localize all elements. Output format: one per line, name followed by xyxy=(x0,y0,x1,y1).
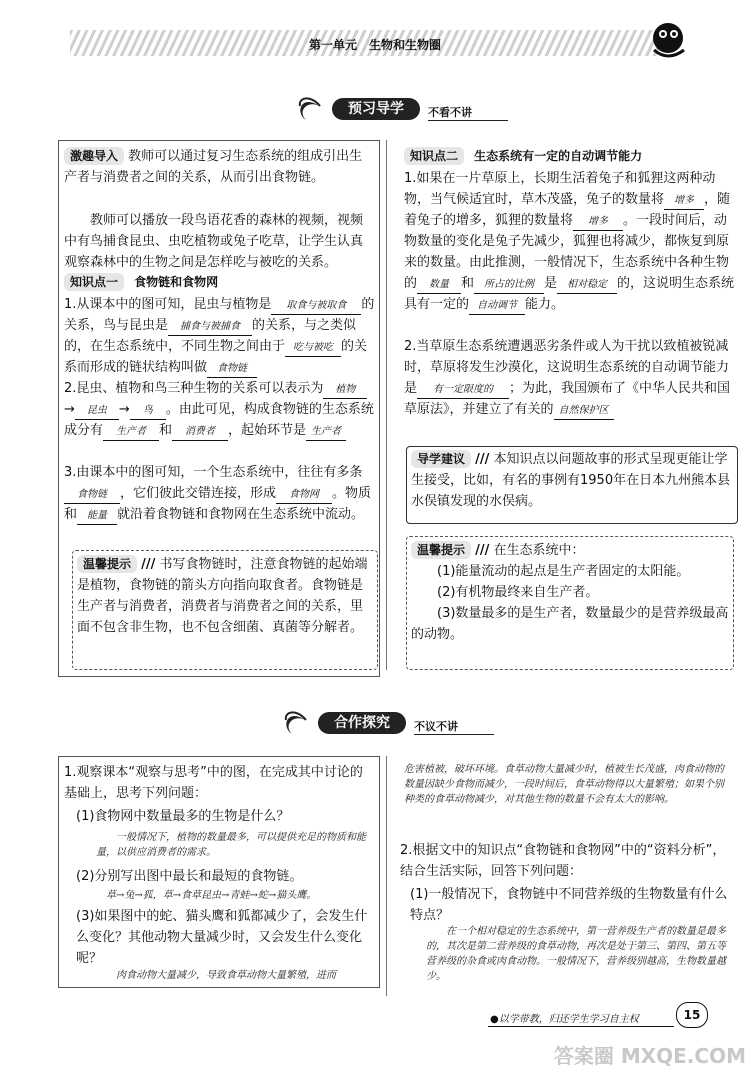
rq1-text: 1.如果在一片草原上，长期生活着兔子和狐狸这两种动物，当气候适宜时，草木茂盛，兔子的数量将 xyxy=(404,171,716,207)
answer-blank: 生产者 xyxy=(103,424,159,441)
answer-blank: 增多 xyxy=(573,214,623,231)
intro-text: 教师可以通过复习生态系统的组成引出生产者与消费者之间的关系，从而引出食物链。 xyxy=(64,149,363,185)
q1-text: 1.从课本中的图可知，昆虫与植物是 xyxy=(64,297,272,312)
coop-q1-3: (3)如果图中的蛇、猫头鹰和狐都减少了，会发生什么变化？其他动物大量减少时，又会发生什么变化呢？ xyxy=(76,909,368,966)
rq2-text: ；为此，我国颁布了《中华人民共和国草原法》，并建立了有关的 xyxy=(404,381,731,417)
kp2-title: 生态系统有一定的自动调节能力 xyxy=(474,149,643,163)
question-2 xyxy=(64,378,376,441)
q3-text: 3.由课本中的图可知，一个生态系统中，往往有多条 xyxy=(64,465,363,480)
right-question-2 xyxy=(404,336,736,420)
intro-block xyxy=(64,146,374,188)
rq1-text: 和 xyxy=(461,276,475,291)
knowledge-point-2-heading xyxy=(404,146,734,167)
tip-text: 书写食物链时，注意食物链的起始端是植物，食物链的箭头方向指向取食者。食物链是生产者与消费者，消费者与消费者之间的关系，里面不包含非生物，也不包含细菌、真菌等分解者。 xyxy=(77,557,368,635)
slogan-text: 以学带教，归还学生学习自主权 xyxy=(498,1014,639,1025)
rq1-text: 。一段时间后，动物数量的变化是兔子先减少，狐狸也将减少，都恢复到原来的数量。由此推测，一般情况下，生态系统中各种生物的 xyxy=(404,213,730,291)
rq1-text: ，随着兔子的增多，狐狸的数量将 xyxy=(404,192,731,228)
coop-q1-3-answer: 肉食动物大量减少，导致食草动物大量繁殖，进而 xyxy=(116,970,336,981)
arrow: → xyxy=(118,402,130,417)
kp1-label: 知识点一 xyxy=(64,273,124,291)
guide-box xyxy=(406,446,738,524)
intro-paragraph-2: 教师可以播放一段鸟语花香的森林的视频，视频中有鸟捕食昆虫、虫吃植物或兔子吃草，让学生认真观察森林中的生物之间是怎样吃与被吃的关系。 xyxy=(64,213,364,270)
slash-icon: /// xyxy=(475,452,490,467)
answer-blank: 鸟 xyxy=(130,403,166,420)
answer-blank: 增多 xyxy=(664,193,704,210)
tip-label: 温馨提示 xyxy=(77,555,137,573)
column-divider xyxy=(386,140,387,670)
q3-text: 就沿着食物链和食物网在生态系统中流动。 xyxy=(117,507,365,522)
tip-item: (2)有机物最终来自生产者。 xyxy=(437,585,599,600)
rq1-text: 的，这说明生态系统具有一定的 xyxy=(404,276,735,312)
page-number: 15 xyxy=(676,1002,708,1028)
bullet-icon: ● xyxy=(490,1014,499,1025)
answer-blank: 生产者 xyxy=(306,424,346,441)
knowledge-point-1-heading xyxy=(64,272,374,293)
answer-blank: 食物网 xyxy=(276,487,332,504)
q2-text: 2.昆虫、植物和鸟三种生物的关系可以表示为 xyxy=(64,381,324,396)
section-title: 合作探究 xyxy=(318,712,406,734)
tip-box-left xyxy=(72,550,378,670)
right-question-1 xyxy=(404,168,736,315)
coop-q2-1-answer: 在一个相对稳定的生态系统中，第一营养级生产者的数量是最多的，其次是第二营养级的食草动物，再次是处于第三、第四、第五等营养级的杂食或肉食动物。一般情况下，营养级别越高，生物数量越少。 xyxy=(426,926,726,982)
guide-label: 导学建议 xyxy=(411,450,471,468)
q1-text: 的关系，与之类似的，在生态系统中，不同生物之间由于 xyxy=(64,318,357,354)
answer-blank: 植物 xyxy=(323,382,367,399)
answer-blank: 相对稳定 xyxy=(557,277,617,294)
slash-icon: /// xyxy=(475,543,490,558)
q1-text: 的关系而形成的链状结构叫做 xyxy=(64,339,368,375)
coop-q1-2-answer: 草→兔→狐，草→食草昆虫→青蛙→蛇→猫头鹰。 xyxy=(106,890,317,901)
answer-blank: 有一定限度的 xyxy=(417,382,509,399)
section-coop xyxy=(278,704,508,740)
kp1-title: 食物链和食物网 xyxy=(134,275,219,289)
answer-blank: 自动调节 xyxy=(469,298,525,315)
section-tag: 不议不讲 xyxy=(414,720,458,733)
q2-text: ，起始环节是 xyxy=(228,423,307,438)
page-header-title: 第一单元 生物和生物圈 xyxy=(308,38,441,52)
question-1 xyxy=(64,294,376,378)
coop-q1-1-answer: 一般情况下，植物的数量最多，可以提供充足的物质和能量，以供应消费者的需求。 xyxy=(96,832,366,858)
intro-label: 激趣导入 xyxy=(64,147,124,165)
tip-lead: 在生态系统中： xyxy=(493,543,585,558)
tip-item: (1)能量流动的起点是生产者固定的太阳能。 xyxy=(437,564,690,579)
answer-blank: 取食与被取食 xyxy=(271,298,361,315)
rq2-text: 2.当草原生态系统遭遇恶劣条件或人为干扰以致植被锐减时，草原将发生沙漠化，这说明生态系统的自动调节能力是 xyxy=(404,339,730,396)
q3-text: 。物质和 xyxy=(64,486,372,522)
answer-blank: 消费者 xyxy=(172,424,228,441)
q1-text: 的关系，鸟与昆虫是 xyxy=(64,297,375,333)
tip-item: (3)数量最多的是生产者，数量最少的是营养级最高的动物。 xyxy=(411,606,729,642)
answer-blank: 数量 xyxy=(417,277,461,294)
coop-q1-1: (1)食物网中数量最多的生物是什么？ xyxy=(76,809,290,824)
section-preview xyxy=(292,90,522,126)
slash-icon: /// xyxy=(141,557,156,572)
answer-blank: 食物链 xyxy=(207,361,257,378)
answer-blank: 捕食与被捕食 xyxy=(168,319,252,336)
q3-text: ，它们彼此交错连接，形成 xyxy=(120,486,277,501)
answer-blank: 自然保护区 xyxy=(554,403,614,420)
kp2-label: 知识点二 xyxy=(404,147,464,165)
coop-question-1: 1.观察课本“观察与思考”中的图，在完成其中讨论的基础上，思考下列问题： xyxy=(64,765,363,801)
footer-rule xyxy=(488,1026,674,1027)
tip-box-right xyxy=(406,536,734,670)
divider xyxy=(414,734,494,735)
divider xyxy=(428,120,508,121)
rq1-text: 是 xyxy=(544,276,558,291)
section-title: 预习导学 xyxy=(332,98,420,120)
watermark: 答案圈 MXQE.COM xyxy=(553,1044,746,1068)
answer-blank: 昆虫 xyxy=(75,403,119,420)
coop-question-2: 2.根据文中的知识点“食物链和食物网”中的“资料分析”，结合生活实际，回答下列问题： xyxy=(400,843,726,879)
footer-slogan xyxy=(490,1010,639,1025)
arrow: → xyxy=(64,402,75,417)
coop-continued-answer: 危害植被，破坏环境。食草动物大量减少时，植被生长茂盛，肉食动物的数量因缺少食物而减少，一段时间后，食草动物得以大量繁殖；如果个别种类的食草动物减少，对其他生物的数量不会有太大的影响。 xyxy=(404,764,724,805)
q2-text: 和 xyxy=(159,423,173,438)
tip-label: 温馨提示 xyxy=(411,541,471,559)
rq1-text: 能力。 xyxy=(525,297,565,312)
coop-q2-1: (1)一般情况下，食物链中不同营养级的生物数量有什么特点？ xyxy=(410,887,728,923)
column-divider xyxy=(386,756,387,996)
answer-blank: 吃与被吃 xyxy=(285,340,341,357)
guide-text: 本知识点以问题故事的形式呈现更能让学生接受，比如，有名的事例有1950年在日本九州熊本县水俣镇发现的水俣病。 xyxy=(411,452,731,509)
mascot-icon xyxy=(646,16,692,62)
answer-blank: 能量 xyxy=(77,508,117,525)
q2-text: 。由此可见，构成食物链的生态系统成分有 xyxy=(64,402,374,438)
coop-q1-2: (2)分别写出图中最长和最短的食物链。 xyxy=(76,869,303,884)
question-3 xyxy=(64,462,376,525)
section-tag: 不看不讲 xyxy=(428,106,472,119)
answer-blank: 所占的比例 xyxy=(474,277,544,294)
answer-blank: 食物链 xyxy=(64,487,120,504)
